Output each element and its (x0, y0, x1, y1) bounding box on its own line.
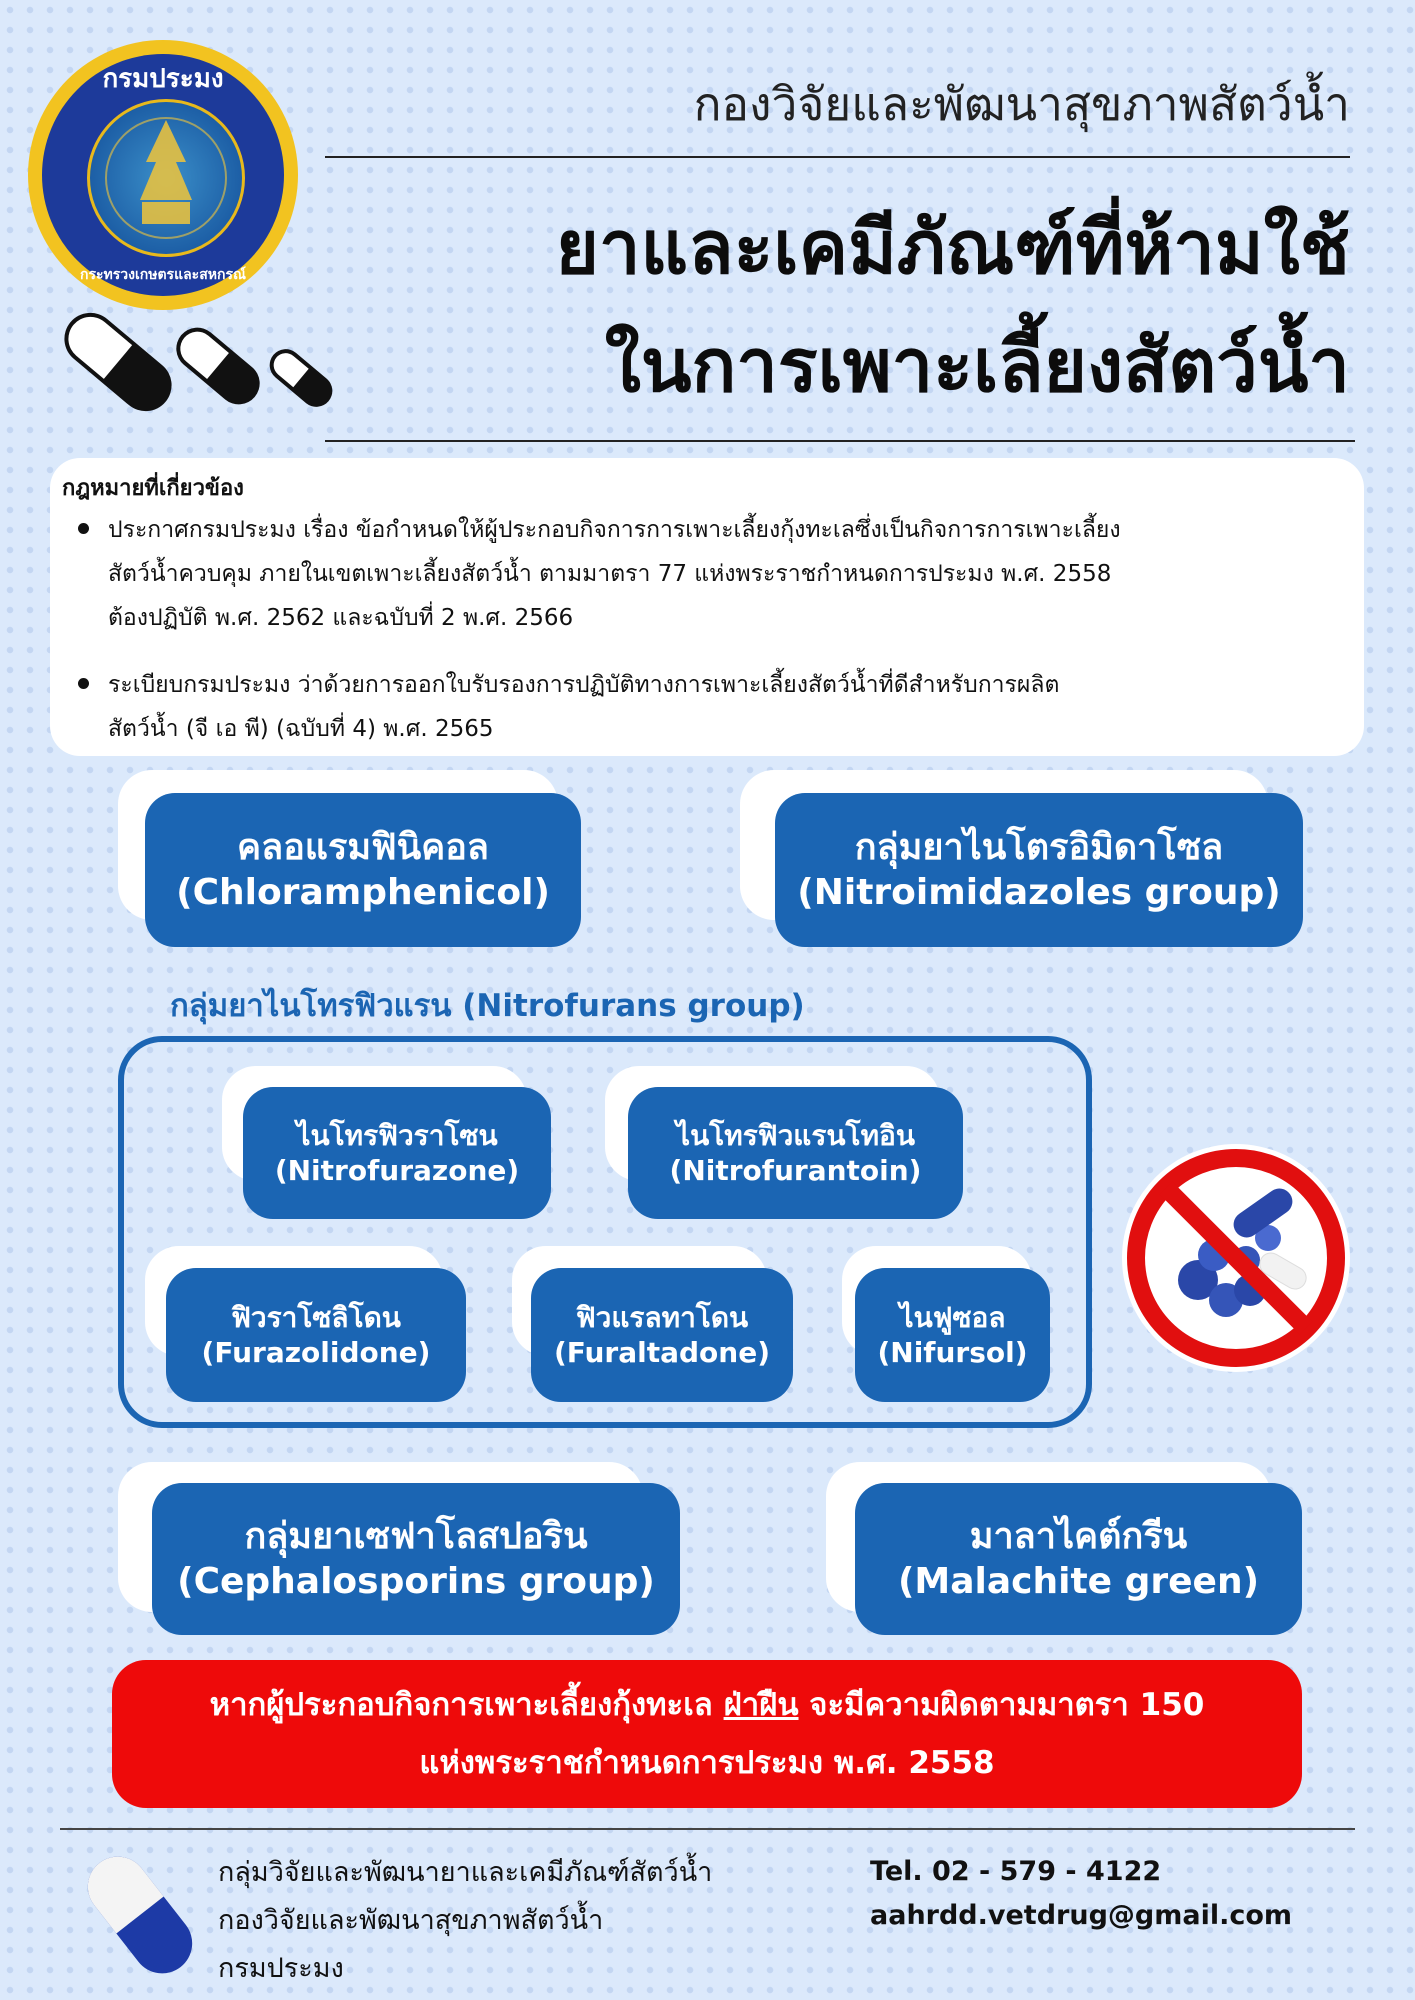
drug-thai-name: กลุ่มยาเซฟาโลสปอริน (244, 1516, 588, 1557)
department-title: กองวิจัยและพัฒนาสุขภาพสัตว์น้ำ (693, 77, 1350, 131)
drug-thai-name: ฟิวราโซลิโดน (231, 1301, 401, 1334)
drug-thai-name: คลอแรมฟินิคอล (237, 827, 489, 868)
header-divider (325, 156, 1350, 158)
drug-english-name: (Cephalosporins group) (177, 1561, 655, 1602)
footer-org-line1: กลุ่มวิจัยและพัฒนายาและเคมีภัณฑ์สัตว์น้ำ (218, 1857, 713, 1888)
nitrofurans-group-label: กลุ่มยาไนโทรฟิวแรน (Nitrofurans group) (170, 988, 805, 1024)
drug-thai-name: ไนโทรฟิวแรนโทอิน (676, 1119, 915, 1152)
penalty-warning-banner (112, 1660, 1302, 1808)
logo-text-top: กรมประมง (102, 64, 224, 94)
drug-card-nitroimidazoles (775, 793, 1303, 947)
drug-card-nifursol (855, 1268, 1050, 1402)
drug-thai-name: ไนฟูซอล (899, 1301, 1006, 1334)
drug-card-nitrofurantoin (628, 1087, 963, 1219)
footer-phone: Tel. 02 - 579 - 4122 (870, 1856, 1162, 1887)
warning-text-pre: หากผู้ประกอบกิจการเพาะเลี้ยงกุ้งทะเล (209, 1687, 724, 1723)
drug-thai-name: มาลาไคต์กรีน (969, 1516, 1188, 1557)
drug-card-furazolidone (166, 1268, 466, 1402)
footer-org-line2: กองวิจัยและพัฒนาสุขภาพสัตว์น้ำ (218, 1905, 604, 1936)
drug-thai-name: กลุ่มยาไนโตรอิมิดาโซล (854, 827, 1224, 868)
drug-english-name: (Nifursol) (877, 1336, 1028, 1369)
drug-thai-name: ฟิวแรลทาโดน (575, 1301, 749, 1334)
main-title-line1: ยาและเคมีภัณฑ์ที่ห้ามใช้ (555, 205, 1350, 291)
title-divider (325, 440, 1355, 442)
drug-english-name: (Nitrofurazone) (274, 1154, 520, 1187)
drug-english-name: (Furazolidone) (201, 1336, 431, 1369)
drug-card-cephalosporins (152, 1483, 680, 1635)
drug-card-furaltadone (531, 1268, 793, 1402)
department-seal-logo (28, 40, 298, 310)
footer-divider (60, 1828, 1355, 1830)
related-laws-heading: กฎหมายที่เกี่ยวข้อง (62, 476, 244, 501)
drug-english-name: (Nitrofurantoin) (669, 1154, 922, 1187)
warning-line2: แห่งพระราชกำหนดการประมง พ.ศ. 2558 (419, 1745, 995, 1781)
law-item-1-line1: ประกาศกรมประมง เรื่อง ข้อกำหนดให้ผู้ประกอบกิจการการเพาะเลี้ยงกุ้งทะเลซึ่งเป็นกิจการการเพาะเลี้ยง (108, 517, 1121, 543)
main-title-line2: ในการเพาะเลี้ยงสัตว์น้ำ (604, 323, 1350, 409)
footer-org-line3: กรมประมง (218, 1953, 344, 1984)
law-item-1-line3: ต้องปฏิบัติ พ.ศ. 2562 และฉบับที่ 2 พ.ศ. 2566 (108, 605, 574, 631)
warning-line1 (112, 1676, 1302, 1734)
law-item-2-line1: ระเบียบกรมประมง ว่าด้วยการออกใบรับรองการปฏิบัติทางการเพาะเลี้ยงสัตว์น้ำที่ดีสำหรับการผลิต (108, 672, 1060, 698)
bullet-icon (78, 523, 89, 534)
drug-card-nitrofurazone (243, 1087, 551, 1219)
no-drugs-icon (1118, 1140, 1354, 1376)
capsule-icon (70, 1840, 210, 1990)
drug-card-malachite-green (855, 1483, 1302, 1635)
drug-english-name: (Nitroimidazoles group) (797, 872, 1281, 913)
bullet-icon (78, 678, 89, 689)
warning-text-post: จะมีความผิดตามมาตรา 150 (798, 1687, 1205, 1723)
drug-card-chloramphenicol (145, 793, 581, 947)
law-item-1-line2: สัตว์น้ำควบคุม ภายในเขตเพาะเลี้ยงสัตว์น้ำ ตามมาตรา 77 แห่งพระราชกำหนดการประมง พ.ศ. 2558 (108, 561, 1112, 587)
law-item-2-line2: สัตว์น้ำ (จี เอ พี) (ฉบับที่ 4) พ.ศ. 2565 (108, 716, 494, 742)
seal-emblem-icon (87, 99, 245, 257)
capsule-icon (58, 300, 348, 430)
drug-english-name: (Furaltadone) (553, 1336, 771, 1369)
drug-english-name: (Malachite green) (897, 1561, 1260, 1602)
logo-text-bottom: กระทรวงเกษตรและสหกรณ์ (80, 267, 246, 283)
drug-thai-name: ไนโทรฟิวราโซน (296, 1119, 498, 1152)
warning-emphasis: ฝ่าฝืน (723, 1687, 799, 1723)
drug-english-name: (Chloramphenicol) (176, 872, 550, 913)
footer-email[interactable]: aahrdd.vetdrug@gmail.com (870, 1900, 1293, 1931)
